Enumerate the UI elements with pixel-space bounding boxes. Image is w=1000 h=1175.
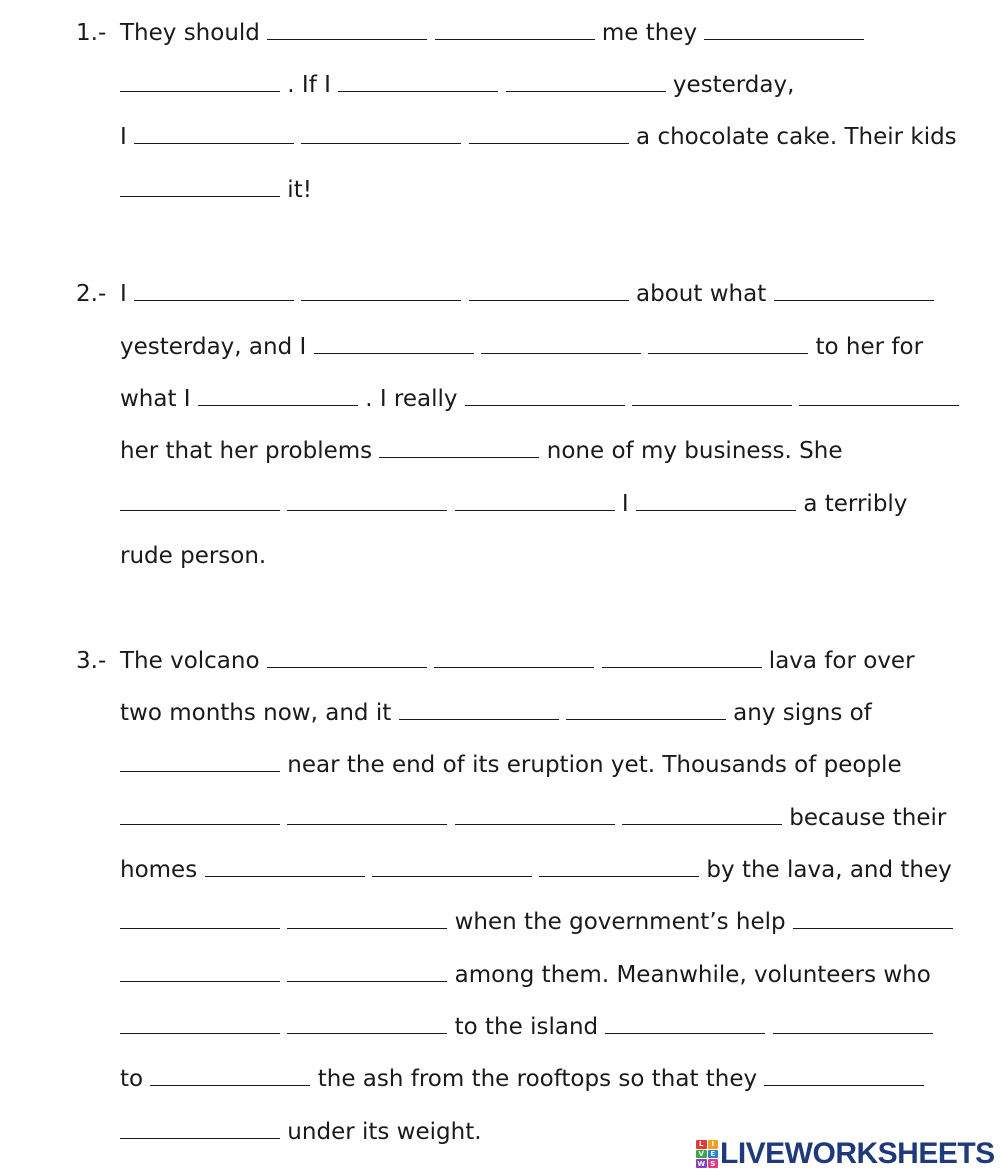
exercise-line <box>120 384 1000 414</box>
exercise-line <box>120 122 1000 152</box>
sentence-text <box>280 1014 287 1040</box>
answer-blank[interactable] <box>301 123 461 144</box>
sentence-text: to <box>120 1066 151 1092</box>
sentence-text: what I <box>120 386 198 412</box>
logo-tile: S <box>708 1159 719 1168</box>
answer-blank[interactable] <box>793 908 953 929</box>
liveworksheets-icon <box>696 1140 718 1168</box>
sentence-text: The volcano <box>120 648 267 674</box>
answer-blank[interactable] <box>764 1065 924 1086</box>
answer-blank[interactable] <box>435 19 595 40</box>
exercise-line <box>120 18 1000 48</box>
sentence-text <box>280 805 287 831</box>
exercise-number: 2.- <box>76 281 107 307</box>
answer-blank[interactable] <box>455 490 615 511</box>
answer-blank[interactable] <box>774 280 934 301</box>
answer-blank[interactable] <box>120 1013 280 1034</box>
exercise-line <box>120 489 1000 519</box>
answer-blank[interactable] <box>799 385 959 406</box>
exercise-line <box>120 1012 1000 1042</box>
sentence-text: to the island <box>447 1014 606 1040</box>
answer-blank[interactable] <box>648 333 808 354</box>
sentence-text: to her for <box>808 334 924 360</box>
sentence-text: near the end of its eruption yet. Thousands of people <box>280 752 902 778</box>
answer-blank[interactable] <box>773 1013 933 1034</box>
answer-blank[interactable] <box>338 71 498 92</box>
sentence-text: I <box>120 124 135 150</box>
answer-blank[interactable] <box>379 437 539 458</box>
sentence-text <box>365 857 372 883</box>
answer-blank[interactable] <box>205 856 365 877</box>
exercise-line <box>120 960 1000 990</box>
answer-blank[interactable] <box>120 176 280 197</box>
sentence-text <box>641 334 648 360</box>
sentence-text <box>427 20 434 46</box>
sentence-text <box>792 386 799 412</box>
exercise-line <box>120 803 1000 833</box>
exercise-line <box>120 436 1000 466</box>
sentence-text: about what <box>628 281 774 307</box>
sentence-text: any signs of <box>725 700 872 726</box>
sentence-text: I <box>614 491 637 517</box>
logo-tile: L <box>696 1140 707 1149</box>
sentence-text: a terribly <box>796 491 908 517</box>
sentence-text: rude person. <box>120 543 267 569</box>
exercise-line <box>120 175 1000 205</box>
answer-blank[interactable] <box>636 490 796 511</box>
sentence-text: me they <box>594 20 705 46</box>
answer-blank[interactable] <box>150 1065 310 1086</box>
answer-blank[interactable] <box>506 71 666 92</box>
answer-blank[interactable] <box>198 385 358 406</box>
sentence-text: her that her problems <box>120 438 380 464</box>
sentence-text <box>765 1014 772 1040</box>
sentence-text: a chocolate cake. Their kids <box>628 124 957 150</box>
answer-blank[interactable] <box>120 961 280 982</box>
sentence-text <box>280 491 287 517</box>
sentence-text <box>461 281 468 307</box>
liveworksheets-wordmark: LIVEWORKSHEETS <box>720 1137 995 1170</box>
answer-blank[interactable] <box>120 490 280 511</box>
answer-blank[interactable] <box>287 1013 447 1034</box>
answer-blank[interactable] <box>267 647 427 668</box>
sentence-text <box>615 805 622 831</box>
sentence-text: it! <box>280 177 312 203</box>
sentence-text: yesterday, and I <box>120 334 314 360</box>
sentence-text <box>474 334 481 360</box>
sentence-text: under its weight. <box>280 1119 482 1145</box>
sentence-text: two months now, and it <box>120 700 399 726</box>
sentence-text <box>427 648 434 674</box>
answer-blank[interactable] <box>481 333 641 354</box>
sentence-text: when the government’s help <box>447 909 793 935</box>
sentence-text <box>532 857 539 883</box>
answer-blank[interactable] <box>469 280 629 301</box>
answer-blank[interactable] <box>287 961 447 982</box>
sentence-text <box>280 909 287 935</box>
answer-blank[interactable] <box>704 19 864 40</box>
sentence-text: . If I <box>280 72 339 98</box>
answer-blank[interactable] <box>134 123 294 144</box>
exercise-line <box>120 907 1000 937</box>
answer-blank[interactable] <box>287 490 447 511</box>
sentence-text: . I really <box>357 386 465 412</box>
exercise-line <box>120 541 1000 571</box>
sentence-text: lava for over <box>761 648 915 674</box>
liveworksheets-logo <box>696 1137 995 1171</box>
answer-blank[interactable] <box>566 699 726 720</box>
answer-blank[interactable] <box>602 647 762 668</box>
answer-blank[interactable] <box>120 751 280 772</box>
logo-tile: W <box>697 1159 706 1168</box>
sentence-text <box>498 72 505 98</box>
answer-blank[interactable] <box>455 804 615 825</box>
answer-blank[interactable] <box>314 333 474 354</box>
answer-blank[interactable] <box>120 1118 280 1139</box>
sentence-text: I <box>120 281 135 307</box>
answer-blank[interactable] <box>287 908 447 929</box>
exercise-line <box>120 855 1000 885</box>
answer-blank[interactable] <box>465 385 625 406</box>
answer-blank[interactable] <box>434 647 594 668</box>
answer-blank[interactable] <box>372 856 532 877</box>
answer-blank[interactable] <box>301 280 461 301</box>
exercise-number: 3.- <box>76 648 107 674</box>
sentence-text: They should <box>120 20 268 46</box>
sentence-text <box>447 491 454 517</box>
sentence-text: among them. Meanwhile, volunteers who <box>447 962 931 988</box>
sentence-text <box>447 805 454 831</box>
sentence-text: because their <box>781 805 947 831</box>
sentence-text <box>280 962 287 988</box>
answer-blank[interactable] <box>469 123 629 144</box>
exercise-number: 1.- <box>76 20 107 46</box>
sentence-text: by the lava, and they <box>699 857 952 883</box>
exercise-line <box>120 332 1000 362</box>
exercise-line <box>120 698 1000 728</box>
answer-blank[interactable] <box>120 804 280 825</box>
sentence-text <box>559 700 566 726</box>
answer-blank[interactable] <box>539 856 699 877</box>
exercise-line <box>120 646 1000 676</box>
answer-blank[interactable] <box>134 280 294 301</box>
logo-tile: E <box>708 1150 719 1159</box>
answer-blank[interactable] <box>622 804 782 825</box>
answer-blank[interactable] <box>399 699 559 720</box>
logo-tile: V <box>696 1150 707 1159</box>
exercise-line <box>120 70 1000 100</box>
answer-blank[interactable] <box>605 1013 765 1034</box>
exercise-line <box>120 750 1000 780</box>
sentence-text <box>625 386 632 412</box>
sentence-text: homes <box>120 857 205 883</box>
sentence-text: the ash from the rooftops so that they <box>310 1066 765 1092</box>
answer-blank[interactable] <box>267 19 427 40</box>
logo-tile: I <box>708 1140 719 1149</box>
sentence-text: none of my business. She <box>539 438 843 464</box>
answer-blank[interactable] <box>632 385 792 406</box>
sentence-text <box>461 124 468 150</box>
answer-blank[interactable] <box>120 908 280 929</box>
exercise-line <box>120 1064 1000 1094</box>
answer-blank[interactable] <box>120 71 280 92</box>
sentence-text <box>294 281 301 307</box>
sentence-text <box>294 124 301 150</box>
exercise-line <box>120 279 1000 309</box>
sentence-text <box>594 648 601 674</box>
sentence-text: yesterday, <box>665 72 795 98</box>
answer-blank[interactable] <box>287 804 447 825</box>
